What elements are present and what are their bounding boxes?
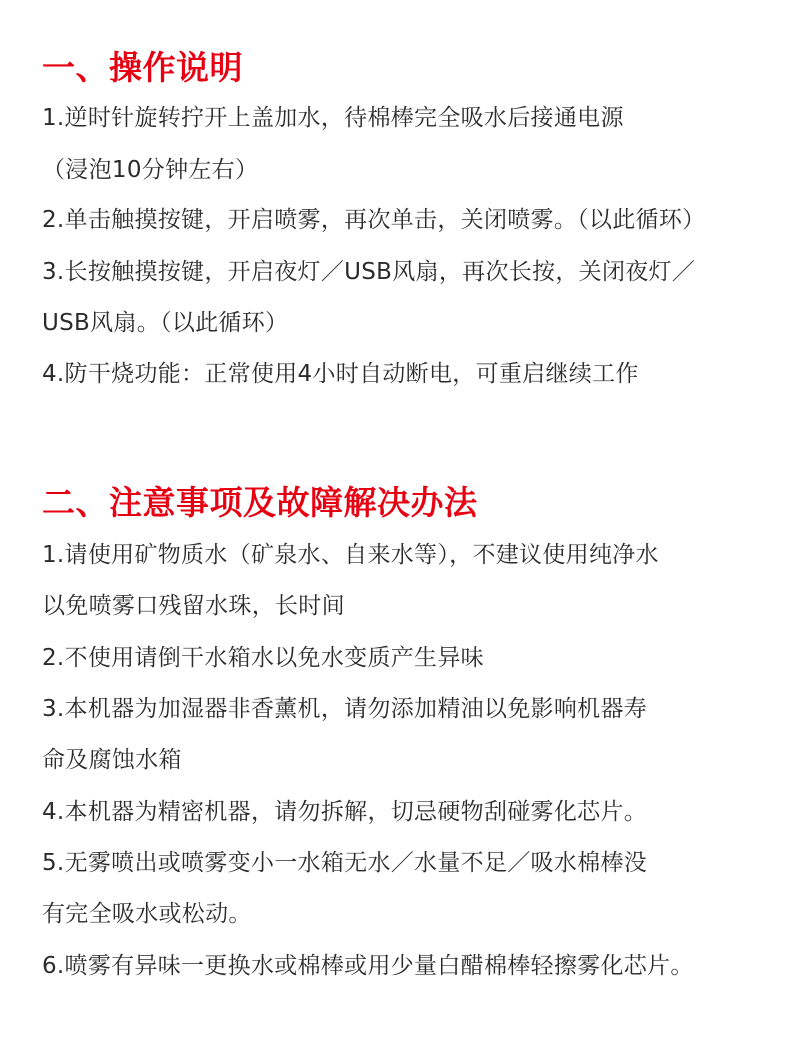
notes-line-7: 5.无雾喷出或喷雾变小一水箱无水／水量不足／吸水棉棒没 [42, 850, 648, 876]
section-title-notes: 二、注意事项及故障解决办法 [42, 483, 478, 522]
notes-line-3: 2.不使用请倒干水箱水以免水变质产生异味 [42, 645, 484, 671]
operation-line-4: 3.长按触摸按键，开启夜灯／USB风扇，再次长按，关闭夜灯／ [42, 259, 696, 285]
notes-line-1: 1.请使用矿物质水（矿泉水、自来水等），不建议使用纯净水 [42, 542, 659, 568]
operation-line-1: 1.逆时针旋转拧开上盖加水，待棉棒完全吸水后接通电源 [42, 105, 624, 131]
notes-line-9: 6.喷雾有异味一更换水或棉棒或用少量白醋棉棒轻擦雾化芯片。 [42, 953, 694, 979]
notes-line-5: 命及腐蚀水箱 [42, 747, 182, 773]
notes-line-4: 3.本机器为加湿器非香薰机，请勿添加精油以免影响机器寿 [42, 696, 648, 722]
notes-line-8: 有完全吸水或松动。 [42, 901, 252, 927]
notes-line-6: 4.本机器为精密机器，请勿拆解，切忌硬物刮碰雾化芯片。 [42, 799, 648, 825]
operation-line-2: （浸泡10分钟左右） [42, 157, 259, 183]
section-title-operation: 一、操作说明 [42, 48, 243, 87]
operation-line-3: 2.单击触摸按键，开启喷雾，再次单击，关闭喷雾。（以此循环） [42, 207, 706, 233]
operation-line-5: USB风扇。（以此循环） [42, 310, 289, 336]
notes-line-2: 以免喷雾口残留水珠，长时间 [42, 593, 345, 619]
operation-line-6: 4.防干烧功能：正常使用4小时自动断电，可重启继续工作 [42, 361, 639, 387]
